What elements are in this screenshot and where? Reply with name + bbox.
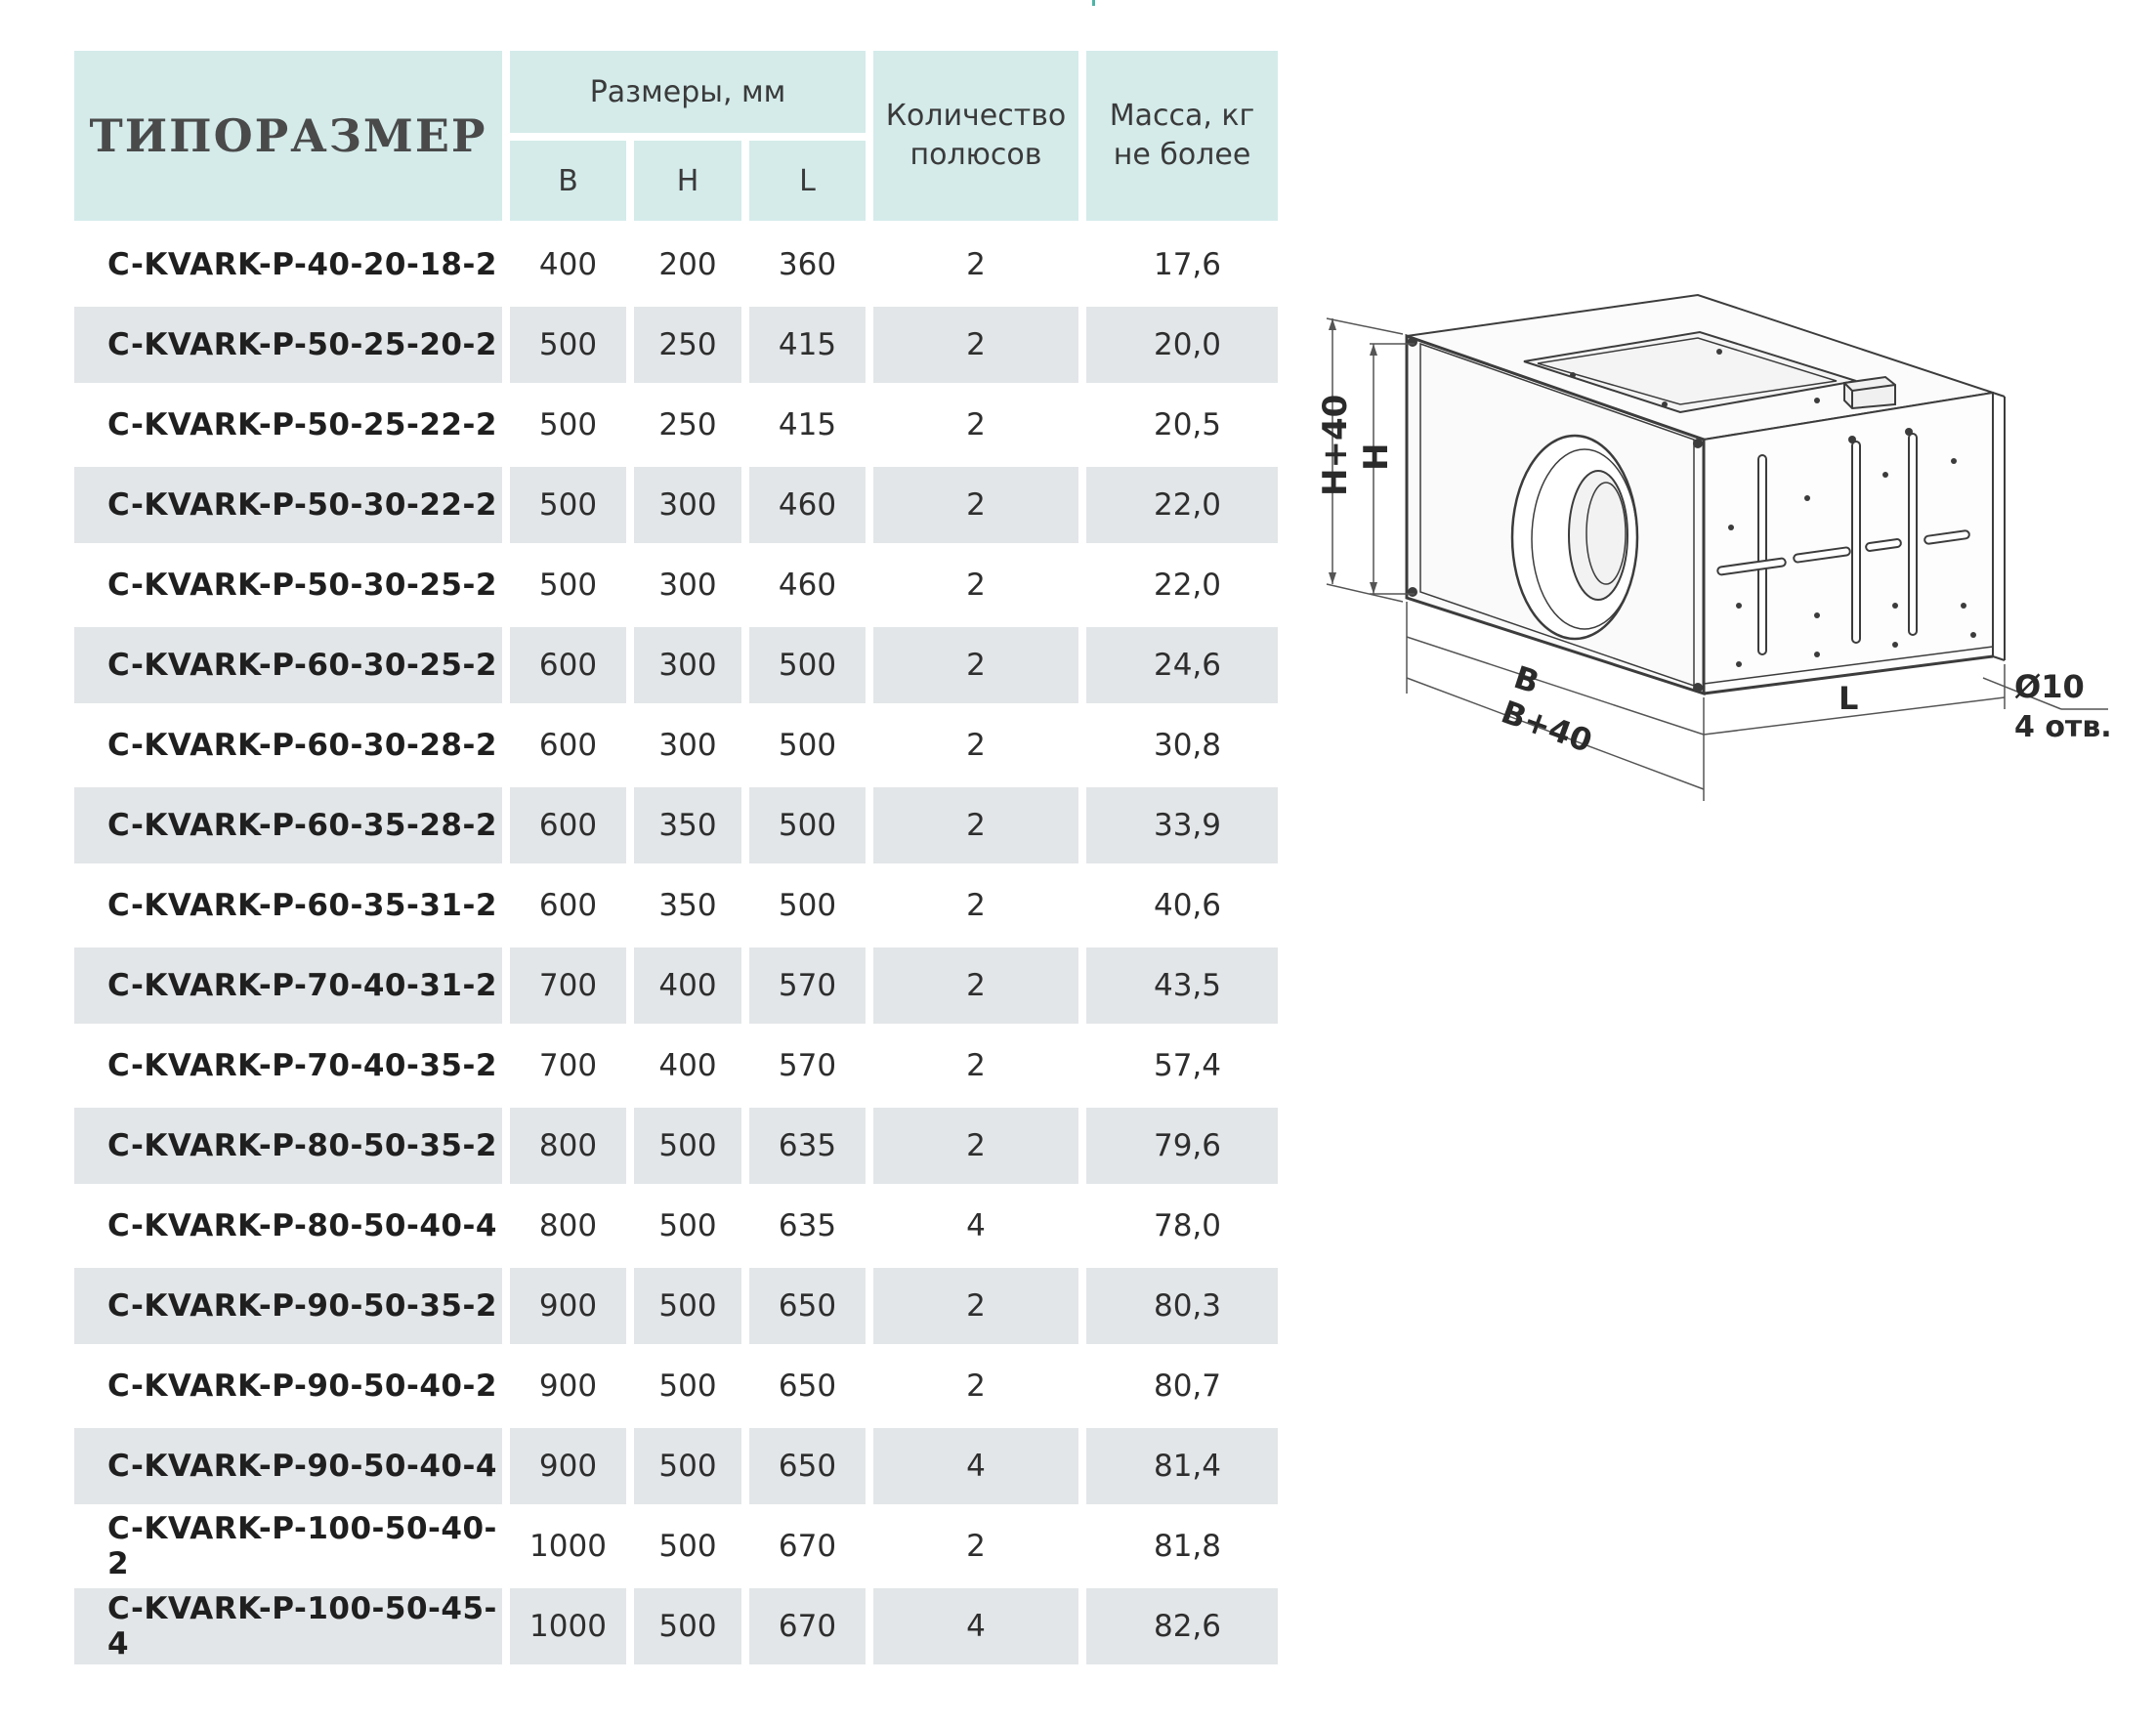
label-hole-count: 4 отв. — [2014, 710, 2112, 744]
cell-b: 700 — [506, 1026, 630, 1106]
cell-mass: 82,6 — [1082, 1586, 1282, 1666]
table-row — [70, 785, 1282, 865]
top-accent-mark — [1092, 0, 1095, 6]
header-l: L — [745, 137, 869, 225]
cell-model: C-KVARK-P-60-30-25-2 — [70, 625, 506, 705]
table-row — [70, 1426, 1282, 1506]
cell-l: 500 — [745, 865, 869, 946]
spec-table — [70, 47, 1282, 1666]
table-row — [70, 1346, 1282, 1426]
header-mass-line2: не более — [1113, 138, 1251, 172]
label-h-plus-40: H+40 — [1316, 394, 1355, 496]
cell-l: 415 — [745, 305, 869, 385]
cell-model: C-KVARK-P-70-40-31-2 — [70, 946, 506, 1026]
cell-l: 415 — [745, 385, 869, 465]
cell-model: C-KVARK-P-100-50-40-2 — [70, 1506, 506, 1586]
table-row — [70, 305, 1282, 385]
label-b-plus-40: B+40 — [1496, 693, 1597, 761]
header-b: B — [506, 137, 630, 225]
header-model: ТИПОРАЗМЕР — [70, 47, 506, 225]
cell-h: 500 — [630, 1586, 745, 1666]
table-body — [70, 225, 1282, 1666]
cell-poles: 2 — [869, 225, 1082, 305]
cell-poles: 2 — [869, 1346, 1082, 1426]
cell-model: C-KVARK-P-100-50-45-4 — [70, 1586, 506, 1666]
cell-l: 670 — [745, 1586, 869, 1666]
cell-mass: 17,6 — [1082, 225, 1282, 305]
cell-poles: 2 — [869, 1106, 1082, 1186]
cell-mass: 78,0 — [1082, 1186, 1282, 1266]
cell-mass: 33,9 — [1082, 785, 1282, 865]
cell-b: 500 — [506, 305, 630, 385]
housing-side-face — [1704, 393, 1993, 694]
cell-h: 250 — [630, 385, 745, 465]
cell-mass: 24,6 — [1082, 625, 1282, 705]
cell-h: 400 — [630, 1026, 745, 1106]
cell-l: 360 — [745, 225, 869, 305]
cell-model: C-KVARK-P-50-25-22-2 — [70, 385, 506, 465]
cell-poles: 2 — [869, 385, 1082, 465]
header-poles-line1: Количество — [885, 99, 1067, 133]
cell-b: 900 — [506, 1346, 630, 1426]
label-b: B — [1509, 658, 1544, 701]
table-row — [70, 865, 1282, 946]
cell-b: 800 — [506, 1106, 630, 1186]
table-row — [70, 225, 1282, 305]
header-dimensions: Размеры, мм — [506, 47, 869, 137]
table-row — [70, 705, 1282, 785]
table-row — [70, 1506, 1282, 1586]
cell-l: 500 — [745, 705, 869, 785]
cell-h: 300 — [630, 705, 745, 785]
cell-l: 570 — [745, 946, 869, 1026]
cell-poles: 4 — [869, 1426, 1082, 1506]
cell-model: C-KVARK-P-60-35-31-2 — [70, 865, 506, 946]
cell-poles: 2 — [869, 705, 1082, 785]
table-row — [70, 465, 1282, 545]
cell-model: C-KVARK-P-50-25-20-2 — [70, 305, 506, 385]
cell-l: 650 — [745, 1266, 869, 1346]
cell-poles: 2 — [869, 865, 1082, 946]
cell-poles: 4 — [869, 1586, 1082, 1666]
cell-mass: 40,6 — [1082, 865, 1282, 946]
table-row — [70, 1026, 1282, 1106]
cell-model: C-KVARK-P-60-30-28-2 — [70, 705, 506, 785]
cell-h: 300 — [630, 465, 745, 545]
table-row — [70, 946, 1282, 1026]
cell-model: C-KVARK-P-90-50-40-2 — [70, 1346, 506, 1426]
cell-l: 570 — [745, 1026, 869, 1106]
cell-poles: 4 — [869, 1186, 1082, 1266]
cell-h: 500 — [630, 1346, 745, 1426]
cell-l: 650 — [745, 1346, 869, 1426]
cell-b: 600 — [506, 625, 630, 705]
cell-model: C-KVARK-P-70-40-35-2 — [70, 1026, 506, 1106]
cell-b: 900 — [506, 1266, 630, 1346]
cell-model: C-KVARK-P-80-50-40-4 — [70, 1186, 506, 1266]
cell-h: 350 — [630, 785, 745, 865]
cell-l: 670 — [745, 1506, 869, 1586]
cell-b: 600 — [506, 705, 630, 785]
table-row — [70, 1586, 1282, 1666]
header-mass-line1: Масса, кг — [1109, 99, 1255, 133]
cell-b: 1000 — [506, 1586, 630, 1666]
cell-b: 800 — [506, 1186, 630, 1266]
label-hole-diameter: Ø10 — [2014, 668, 2085, 705]
cell-mass: 22,0 — [1082, 545, 1282, 625]
cell-l: 500 — [745, 625, 869, 705]
cell-l: 650 — [745, 1426, 869, 1506]
cell-poles: 2 — [869, 1506, 1082, 1586]
table-row — [70, 545, 1282, 625]
cell-mass: 20,5 — [1082, 385, 1282, 465]
cell-model: C-KVARK-P-90-50-40-4 — [70, 1426, 506, 1506]
cell-model: C-KVARK-P-60-35-28-2 — [70, 785, 506, 865]
cell-poles: 2 — [869, 1026, 1082, 1106]
cell-h: 300 — [630, 545, 745, 625]
cell-b: 600 — [506, 865, 630, 946]
cell-h: 200 — [630, 225, 745, 305]
cell-poles: 2 — [869, 625, 1082, 705]
cell-poles: 2 — [869, 545, 1082, 625]
cell-poles: 2 — [869, 785, 1082, 865]
header-mass — [1082, 47, 1282, 225]
table-row — [70, 1186, 1282, 1266]
cell-mass: 43,5 — [1082, 946, 1282, 1026]
cell-b: 500 — [506, 545, 630, 625]
cell-b: 500 — [506, 465, 630, 545]
cell-l: 635 — [745, 1186, 869, 1266]
cell-h: 500 — [630, 1266, 745, 1346]
cell-model: C-KVARK-P-80-50-35-2 — [70, 1106, 506, 1186]
cell-model: C-KVARK-P-50-30-22-2 — [70, 465, 506, 545]
cell-b: 500 — [506, 385, 630, 465]
label-h: H — [1357, 442, 1396, 471]
cell-mass: 57,4 — [1082, 1026, 1282, 1106]
table-row — [70, 1106, 1282, 1186]
cell-model: C-KVARK-P-40-20-18-2 — [70, 225, 506, 305]
cell-mass: 81,8 — [1082, 1506, 1282, 1586]
cell-h: 500 — [630, 1426, 745, 1506]
cell-mass: 22,0 — [1082, 465, 1282, 545]
cell-b: 600 — [506, 785, 630, 865]
table-header — [70, 47, 1282, 225]
table-row — [70, 385, 1282, 465]
cell-h: 500 — [630, 1186, 745, 1266]
cell-h: 500 — [630, 1506, 745, 1586]
cell-h: 300 — [630, 625, 745, 705]
cell-poles: 2 — [869, 465, 1082, 545]
label-l: L — [1839, 680, 1859, 717]
cell-h: 250 — [630, 305, 745, 385]
cell-b: 900 — [506, 1426, 630, 1506]
cell-l: 460 — [745, 465, 869, 545]
cell-poles: 2 — [869, 305, 1082, 385]
table-row — [70, 1266, 1282, 1346]
cell-b: 700 — [506, 946, 630, 1026]
cell-model: C-KVARK-P-50-30-25-2 — [70, 545, 506, 625]
cell-h: 500 — [630, 1106, 745, 1186]
cell-mass: 79,6 — [1082, 1106, 1282, 1186]
cell-h: 350 — [630, 865, 745, 946]
cell-h: 400 — [630, 946, 745, 1026]
cell-mass: 30,8 — [1082, 705, 1282, 785]
cell-l: 635 — [745, 1106, 869, 1186]
cell-l: 460 — [745, 545, 869, 625]
cell-b: 400 — [506, 225, 630, 305]
housing-drawing — [1327, 295, 2108, 801]
cell-b: 1000 — [506, 1506, 630, 1586]
cell-l: 500 — [745, 785, 869, 865]
cell-model: C-KVARK-P-90-50-35-2 — [70, 1266, 506, 1346]
cell-mass: 80,7 — [1082, 1346, 1282, 1426]
header-h: H — [630, 137, 745, 225]
header-poles-line2: полюсов — [909, 138, 1042, 172]
cell-poles: 2 — [869, 946, 1082, 1026]
duct-fan-drawing — [1309, 283, 2130, 811]
cell-mass: 20,0 — [1082, 305, 1282, 385]
cell-mass: 81,4 — [1082, 1426, 1282, 1506]
table-row — [70, 625, 1282, 705]
cell-poles: 2 — [869, 1266, 1082, 1346]
cell-mass: 80,3 — [1082, 1266, 1282, 1346]
header-poles — [869, 47, 1082, 225]
